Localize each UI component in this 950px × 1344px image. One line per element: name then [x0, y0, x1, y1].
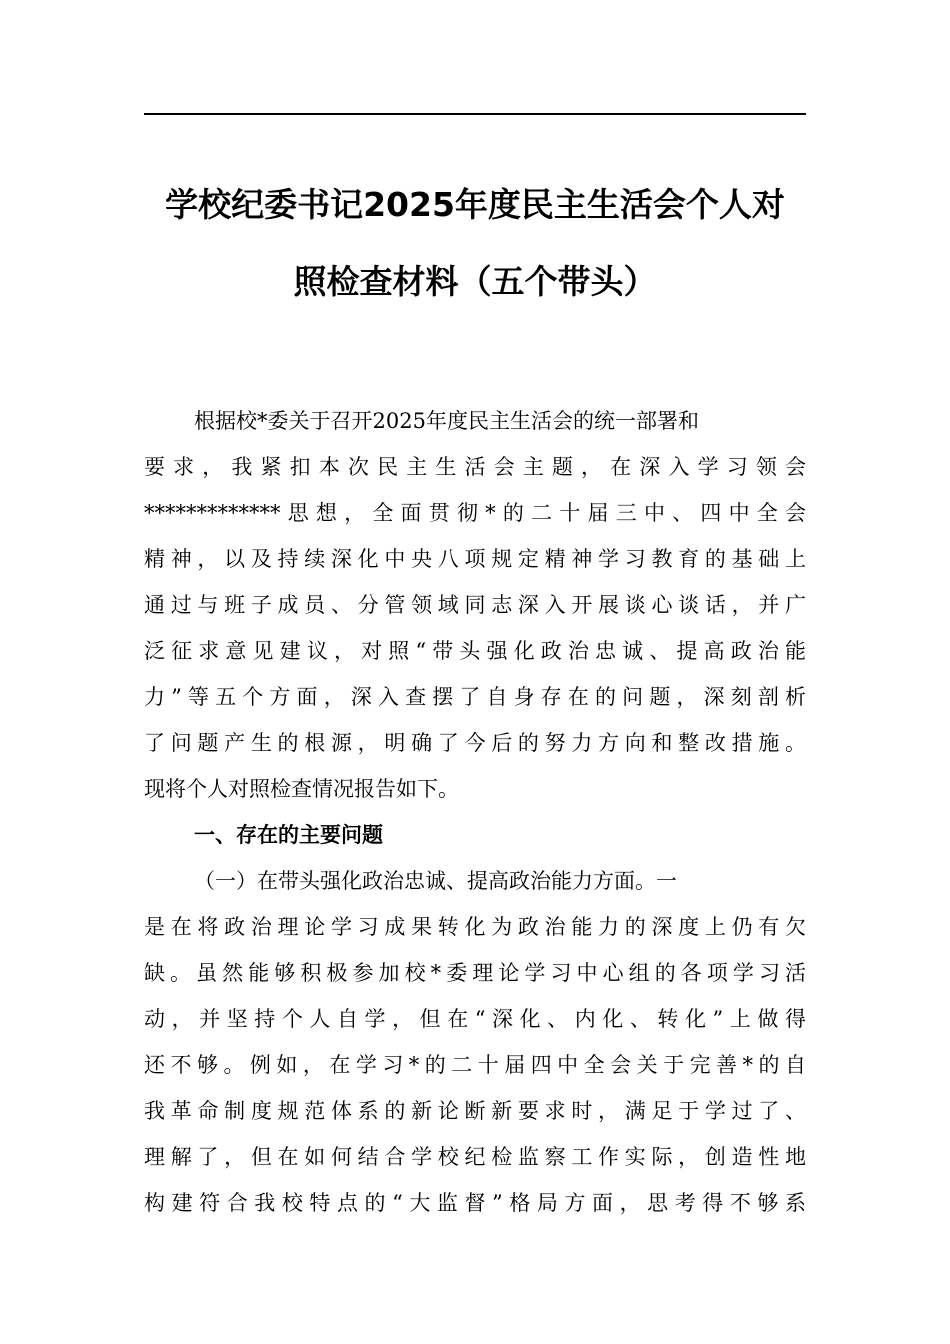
subsection-line-7: 理解了，但在如何结合学校纪检监察工作实际，创造性地 — [144, 1145, 806, 1169]
title-line-2: 照检查材料（五个带头） — [293, 262, 657, 301]
title-line-1: 学校纪委书记2025年度民主生活会个人对 — [165, 185, 785, 224]
subsection-line-1: （一）在带头强化政治忠诚、提高政治能力方面。一 — [194, 869, 677, 893]
subsection-line-4: 动，并坚持个人自学，但在“深化、内化、转化”上做得 — [144, 1007, 806, 1031]
intro-line-2: 要求，我紧扣本次民主生活会主题，在深入学习领会 — [144, 455, 806, 479]
subsection-line-2: 是在将政治理论学习成果转化为政治能力的深度上仍有欠 — [144, 915, 806, 939]
subsection-line-8: 构建符合我校特点的“大监督”格局方面，思考得不够系 — [144, 1191, 806, 1215]
section-heading: 一、存在的主要问题 — [194, 823, 383, 847]
document-body — [144, 398, 806, 1226]
intro-line-8: 了问题产生的根源，明确了今后的努力方向和整改措施。 — [144, 731, 806, 755]
document-title — [144, 166, 806, 320]
intro-line-3: *************思想，全面贯彻*的二十届三中、四中全会 — [144, 501, 806, 525]
intro-line-6: 泛征求意见建议，对照“带头强化政治忠诚、提高政治能 — [144, 639, 806, 663]
intro-line-4: 精神，以及持续深化中央八项规定精神学习教育的基础上 — [144, 547, 806, 571]
subsection-line-6: 我革命制度规范体系的新论断新要求时，满足于学过了、 — [144, 1099, 806, 1123]
header-rule — [144, 113, 806, 115]
subsection-line-5: 还不够。例如，在学习*的二十届四中全会关于完善*的自 — [144, 1053, 806, 1077]
intro-line-9: 现将个人对照检查情况报告如下。 — [144, 777, 459, 801]
subsection-line-3: 缺。虽然能够积极参加校*委理论学习中心组的各项学习活 — [144, 961, 806, 985]
intro-line-1: 根据校*委关于召开2025年度民主生活会的统一部署和 — [194, 409, 699, 433]
intro-line-7: 力”等五个方面，深入查摆了自身存在的问题，深刻剖析 — [144, 685, 806, 709]
intro-line-5: 通过与班子成员、分管领域同志深入开展谈心谈话，并广 — [144, 593, 806, 617]
